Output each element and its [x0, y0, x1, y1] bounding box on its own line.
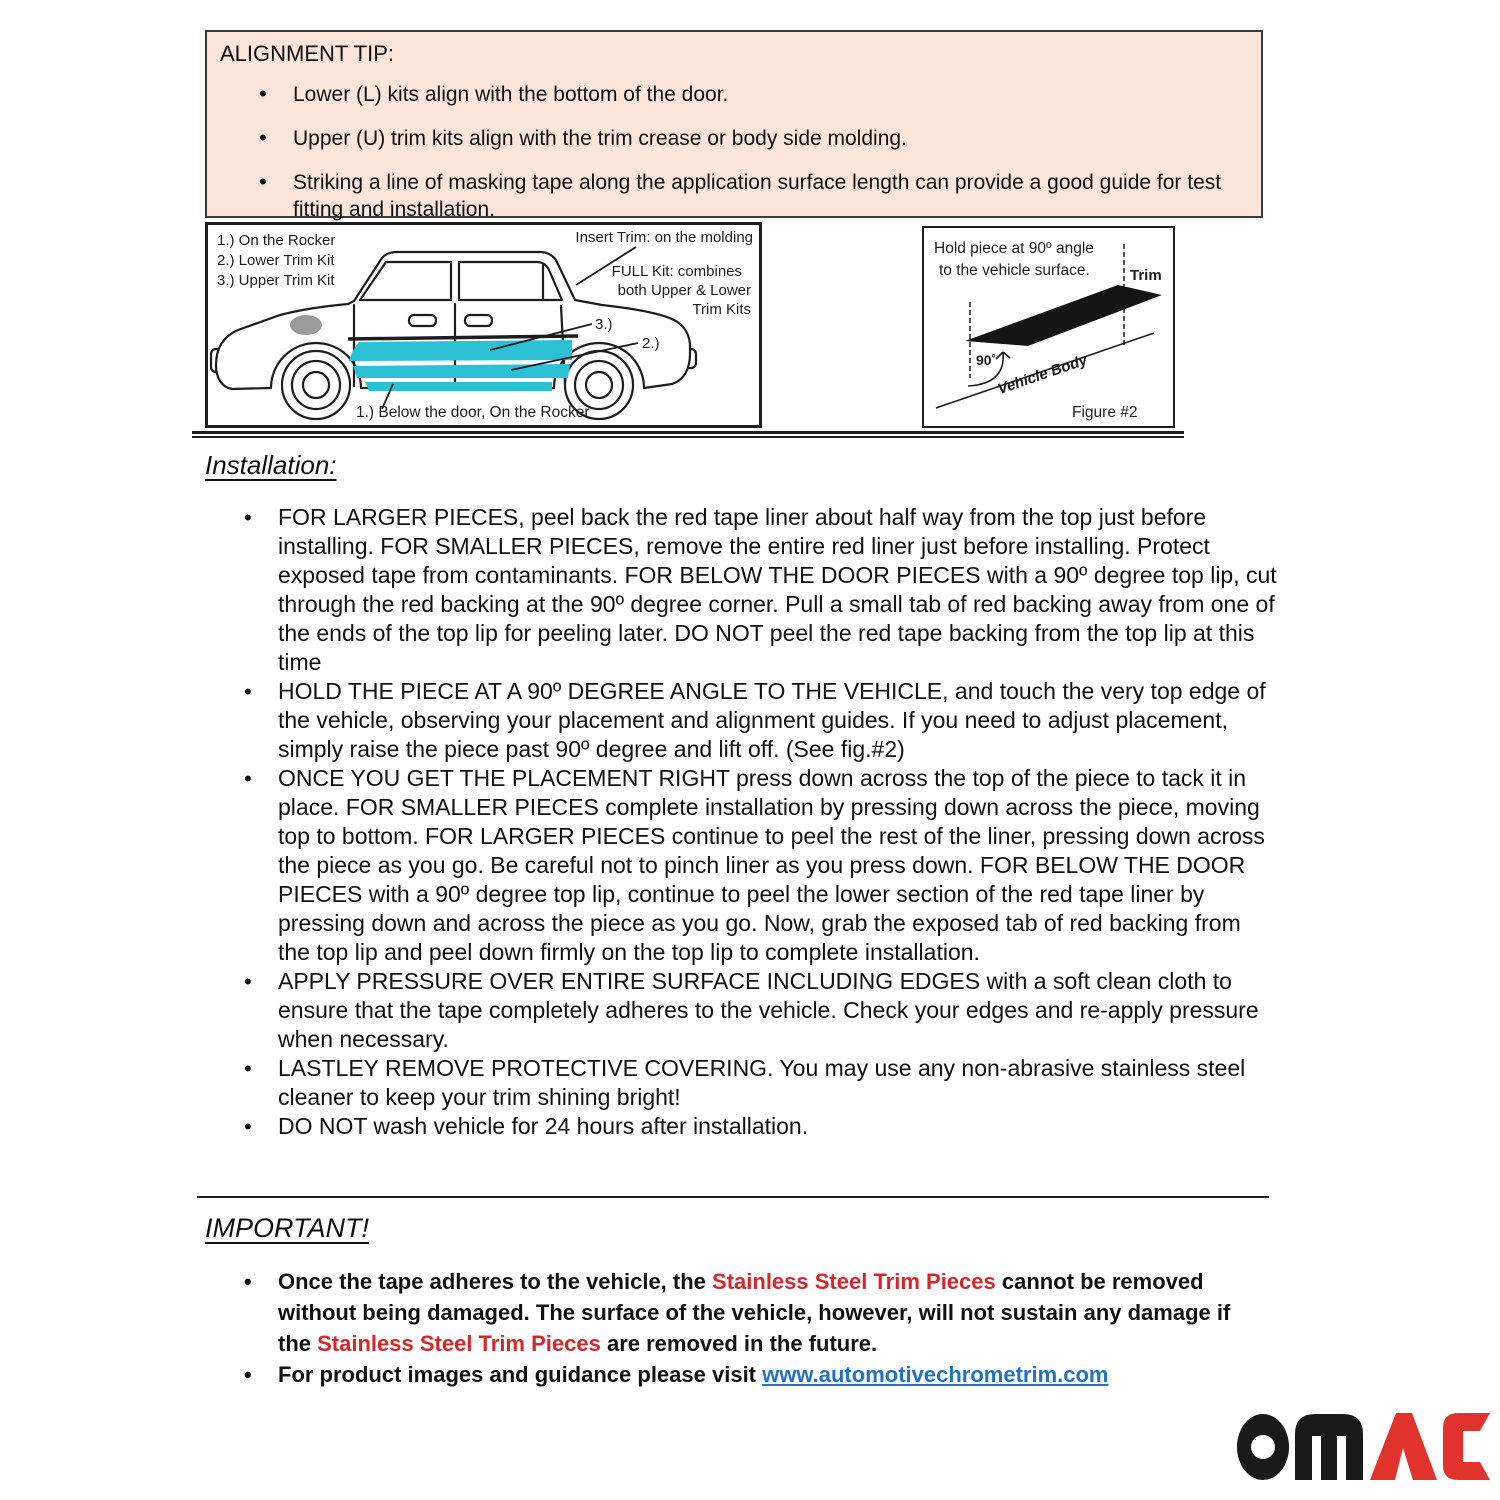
- callout-lower-trim: 2.): [642, 335, 660, 352]
- installation-step: • APPLY PRESSURE OVER ENTIRE SURFACE INCLUDING EDGES with a soft clean cloth to ensure that the tape completely adheres to the vehicle. Check your edges and re-apply pressure when necessary.: [278, 967, 1278, 1054]
- rocker-trim-stripe: [365, 382, 552, 391]
- installation-step: • HOLD THE PIECE AT A 90º DEGREE ANGLE TO THE VEHICLE, and touch the very top edge of the vehicle, observing your placement and alignment guides. If you need to adjust placement, simply raise the piece past 90º degree and lift off. (See fig.#2): [278, 677, 1278, 764]
- car-diagram-drawing: [208, 225, 759, 425]
- callout-upper-trim: 3.): [595, 316, 613, 333]
- door-handle: [409, 315, 436, 326]
- important-notes: [278, 1266, 1263, 1390]
- text-segment: cannot be removed without being damaged. The surface of the vehicle, however, will not sustain any damage if the: [278, 1269, 1231, 1356]
- full-kit-note: both Upper & Lower: [617, 282, 751, 299]
- installation-step: • DO NOT wash vehicle for 24 hours after installation.: [278, 1112, 1278, 1141]
- figure2-caption: to the vehicle surface.: [939, 262, 1090, 279]
- alignment-tip-item: • Striking a line of masking tape along the application surface length can provide a good guide for test fitting and installation.: [293, 169, 1243, 223]
- text-segment: Stainless Steel Trim Pieces: [317, 1331, 601, 1356]
- car-trim-diagram: [205, 222, 762, 428]
- installation-step: • LASTLEY REMOVE PROTECTIVE COVERING. You may use any non-abrasive stainless steel cleaner to keep your trim shining bright!: [278, 1054, 1278, 1112]
- front-window: [360, 262, 451, 300]
- full-kit-note: FULL Kit: combines: [611, 263, 742, 280]
- wheel-hub: [586, 372, 612, 398]
- section-divider-thin: [197, 1196, 1269, 1198]
- omac-logo: [1237, 1408, 1490, 1486]
- alignment-tip-box: [205, 30, 1263, 221]
- rocker-label: 1.) Below the door, On the Rocker: [356, 404, 590, 421]
- installation-steps: [278, 503, 1278, 1141]
- installation-step: • ONCE YOU GET THE PLACEMENT RIGHT press down across the top of the piece to tack it in place. FOR SMALLER PIECES complete installation by pressing down across the piece, moving top to bottom. FOR LARGER PIECES continue to peel the rest of the liner, pressing down across the piece as you go. Be careful not to pinch liner as you press down. FOR BELOW THE DOOR PIECES with a 90º degree top lip, continue to peel the lower section of the red tape liner by pressing down and across the piece as you go. Now, grab the exposed tab of red backing from the top lip and peel down firmly on the top lip to complete installation.: [278, 764, 1278, 967]
- logo-letters: [1237, 1413, 1490, 1480]
- text-segment: Once the tape adheres to the vehicle, the: [278, 1269, 713, 1294]
- angle-label: 90˚: [976, 352, 997, 368]
- upper-trim-stripe: [349, 340, 572, 361]
- important-note: [278, 1266, 1263, 1359]
- figure2-box: [922, 226, 1175, 428]
- rear-window: [459, 262, 562, 300]
- legend-line: 1.) On the Rocker: [217, 232, 336, 249]
- legend-line: 2.) Lower Trim Kit: [217, 252, 335, 269]
- alignment-tip-item: • Lower (L) kits align with the bottom of the door.: [293, 81, 1243, 108]
- important-note: [278, 1359, 1263, 1390]
- text-segment: Stainless Steel Trim Pieces: [712, 1269, 996, 1294]
- external-link[interactable]: www.automotivechrometrim.com: [762, 1362, 1109, 1387]
- figure2-caption: Hold piece at 90º angle: [934, 240, 1094, 257]
- full-kit-note: Trim Kits: [692, 301, 751, 318]
- trim-piece: [965, 285, 1162, 346]
- alignment-tip-list: [207, 81, 1261, 223]
- door-handle: [465, 315, 492, 326]
- wheel-hub: [303, 372, 329, 398]
- installation-step: • FOR LARGER PIECES, peel back the red tape liner about half way from the top just before installing. FOR SMALLER PIECES, remove the entire red liner just before installing. Protect exposed tape from contaminants. FOR BELOW THE DOOR PIECES with a 90º degree top lip, cut through the red backing at the 90º degree corner. Pull a small tab of red backing away from one of the ends of the top lip for peeling later. DO NOT peel the red tape backing from the top lip at this time: [278, 503, 1278, 677]
- installation-heading: Installation:: [205, 450, 337, 480]
- alignment-tip-title: ALIGNMENT TIP:: [220, 41, 395, 66]
- insert-trim-note: Insert Trim: on the molding: [575, 229, 753, 246]
- figure2-drawing: [924, 228, 1173, 426]
- vehicle-body-label: Vehicle Body: [995, 351, 1090, 399]
- omac-logo-graphic: [1237, 1408, 1490, 1484]
- lower-trim-stripe: [353, 364, 570, 378]
- figure-number: Figure #2: [1072, 404, 1138, 421]
- legend-line: 3.) Upper Trim Kit: [217, 272, 335, 289]
- section-divider-thick: [192, 431, 1184, 438]
- text-segment: are removed in the future.: [600, 1331, 878, 1356]
- fuel-door: [290, 315, 322, 335]
- trim-label: Trim: [1130, 267, 1162, 284]
- alignment-tip-item: • Upper (U) trim kits align with the trim crease or body side molding.: [293, 125, 1243, 152]
- important-heading: IMPORTANT!: [205, 1213, 370, 1243]
- text-segment: For product images and guidance please visit: [278, 1362, 763, 1387]
